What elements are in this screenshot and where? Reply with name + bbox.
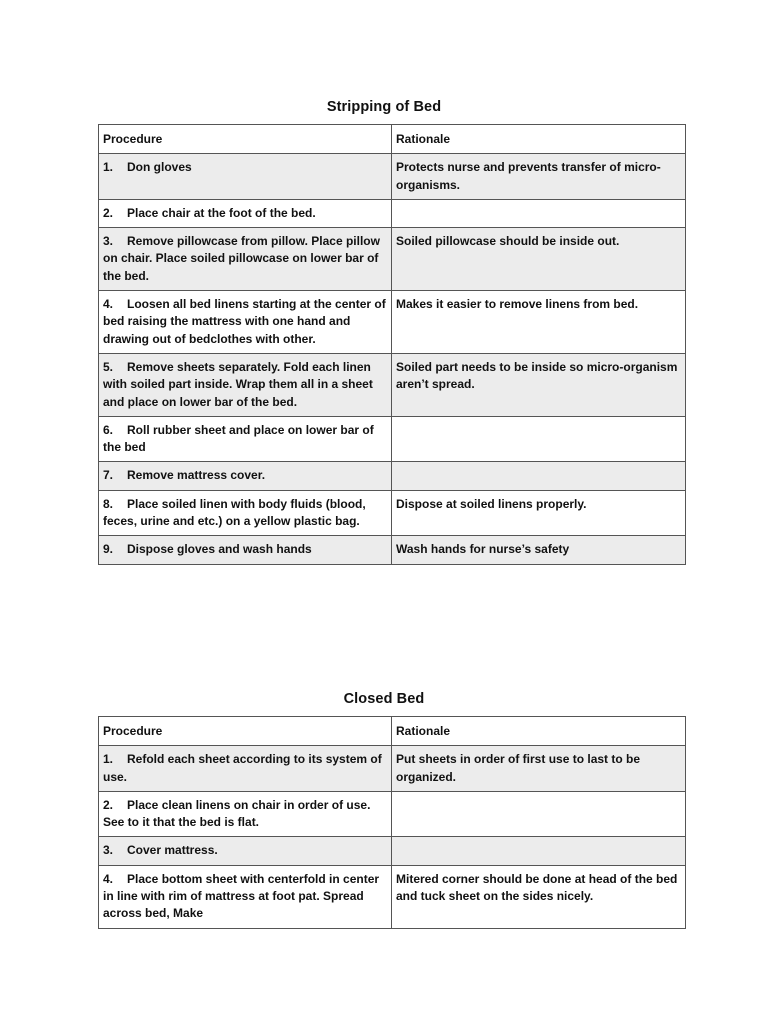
rationale-column-header: Rationale (392, 717, 686, 746)
step-number: 6. (103, 422, 114, 437)
procedure-cell (99, 490, 392, 536)
step-number: 1. (103, 160, 114, 175)
table-row (99, 490, 686, 536)
step-number: 4. (103, 871, 114, 886)
procedure-cell (99, 746, 392, 792)
procedure-cell (99, 837, 392, 865)
step-number: 2. (103, 797, 114, 812)
procedure-text: Remove sheets separately. Fold each linen with soiled part inside. Wrap them all in a sheet and place on lower bar of the bed. (103, 359, 373, 409)
rationale-cell (392, 837, 686, 865)
rationale-cell (392, 791, 686, 837)
rationale-cell (392, 462, 686, 490)
table-header-row (99, 125, 686, 154)
rationale-cell: Makes it easier to remove linens from bed. (392, 291, 686, 354)
section-title-closed-bed: Closed Bed (343, 691, 425, 707)
procedure-text: Cover mattress. (127, 843, 218, 858)
procedure-cell (99, 199, 392, 227)
procedure-text: Remove mattress cover. (127, 468, 266, 483)
table-row (99, 199, 686, 227)
table-row (99, 228, 686, 291)
table-row (99, 291, 686, 354)
table-header-row (99, 717, 686, 746)
table-row (99, 154, 686, 200)
rationale-column-header: Rationale (392, 125, 686, 154)
step-number: 4. (103, 297, 114, 312)
procedure-cell (99, 291, 392, 354)
procedure-cell (99, 228, 392, 291)
procedure-column-header: Procedure (99, 125, 392, 154)
rationale-cell: Dispose at soiled linens properly. (392, 490, 686, 536)
step-number: 3. (103, 234, 114, 249)
procedure-text: Place chair at the foot of the bed. (127, 205, 316, 220)
table-row (99, 791, 686, 837)
procedure-text: Place soiled linen with body fluids (blood, feces, urine and etc.) on a yellow plastic bag. (103, 496, 366, 529)
procedure-cell (99, 353, 392, 416)
procedure-text: Remove pillowcase from pillow. Place pillow on chair. Place soiled pillowcase on lower bar of the bed. (103, 234, 380, 283)
table-row (99, 353, 686, 416)
step-number: 1. (103, 752, 114, 767)
procedure-cell (99, 865, 392, 928)
procedure-table-stripping-of-bed (98, 124, 686, 565)
procedure-cell (99, 536, 392, 564)
procedure-cell (99, 416, 392, 462)
procedure-table-closed-bed (98, 716, 686, 929)
rationale-cell: Mitered corner should be done at head of the bed and tuck sheet on the sides nicely. (392, 865, 686, 928)
rationale-cell: Protects nurse and prevents transfer of micro-organisms. (392, 154, 686, 200)
table-row (99, 462, 686, 490)
rationale-cell: Put sheets in order of first use to last to be organized. (392, 746, 686, 792)
table-row (99, 536, 686, 564)
step-number: 2. (103, 205, 114, 220)
step-number: 9. (103, 542, 114, 557)
rationale-cell (392, 416, 686, 462)
step-number: 7. (103, 468, 114, 483)
table-row (99, 746, 686, 792)
procedure-text: Roll rubber sheet and place on lower bar of the bed (103, 422, 374, 455)
rationale-cell: Soiled part needs to be inside so micro-organism aren’t spread. (392, 353, 686, 416)
procedure-cell (99, 154, 392, 200)
procedure-text: Loosen all bed linens starting at the center of bed raising the mattress with one hand and drawing out of bedclothes with other. (103, 297, 386, 346)
procedure-text: Don gloves (127, 160, 192, 175)
step-number: 3. (103, 843, 114, 858)
rationale-cell (392, 199, 686, 227)
table-row (99, 865, 686, 928)
procedure-cell (99, 462, 392, 490)
procedure-text: Place clean linens on chair in order of use. See to it that the bed is flat. (103, 797, 371, 830)
step-number: 8. (103, 496, 114, 511)
rationale-cell: Soiled pillowcase should be inside out. (392, 228, 686, 291)
rationale-cell: Wash hands for nurse’s safety (392, 536, 686, 564)
section-title-stripping-of-bed: Stripping of Bed (326, 99, 442, 115)
procedure-cell (99, 791, 392, 837)
procedure-text: Dispose gloves and wash hands (127, 542, 312, 557)
table-row (99, 416, 686, 462)
procedure-column-header: Procedure (99, 717, 392, 746)
step-number: 5. (103, 359, 114, 374)
procedure-text: Place bottom sheet with centerfold in center in line with rim of mattress at foot pat. Spread across bed, Make (103, 871, 380, 921)
procedure-text: Refold each sheet according to its system of use. (103, 752, 382, 784)
table-row (99, 837, 686, 865)
